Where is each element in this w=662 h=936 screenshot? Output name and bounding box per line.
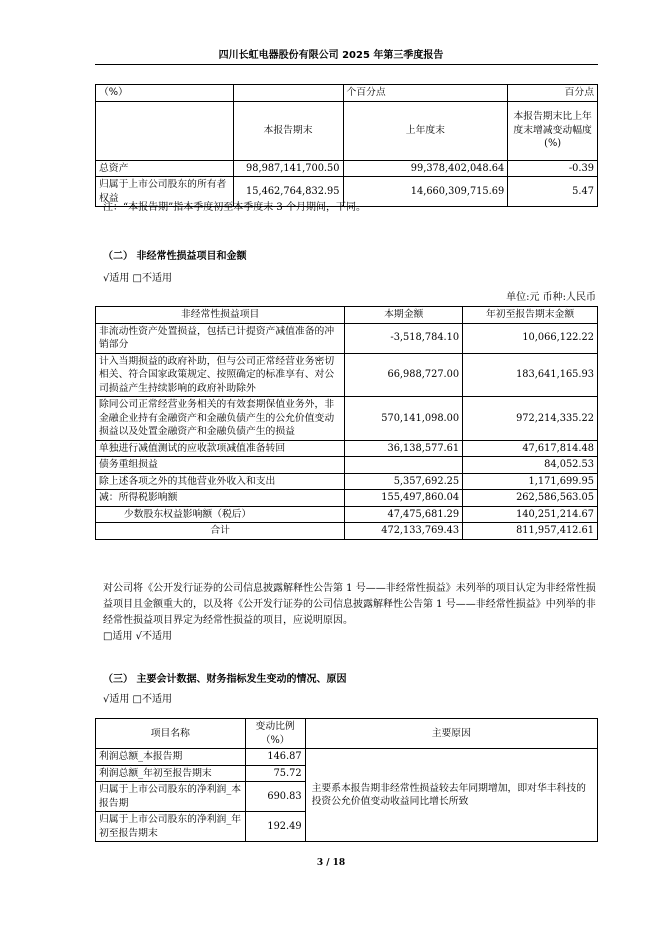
row-ytd: 183,641,165.93: [463, 353, 598, 397]
row-ratio: 192.49: [245, 812, 305, 842]
row-ytd: 811,957,412.61: [463, 523, 598, 540]
applicable-status-2: □适用 √不适用: [103, 631, 172, 642]
table-row: [96, 353, 598, 397]
table-header-row: [96, 719, 598, 749]
row-current: 15,462,764,832.95: [233, 177, 343, 207]
row-item: 计入当期损益的政府补助，但与公司正常经营业务密切相关、符合国家政策规定、按照确定的标准享有、对公司损益产生持续影响的政府补助除外: [96, 353, 345, 397]
table-row: [96, 85, 598, 102]
col-ytd: 年初至报告期末金额: [463, 307, 598, 324]
row-item: 少数股东权益影响额（税后）: [96, 506, 345, 523]
row-current: 66,988,727.00: [345, 353, 463, 397]
row-ytd: 972,214,335.22: [463, 397, 598, 441]
row-item: 合计: [96, 523, 345, 540]
table-header-row: [96, 101, 598, 160]
row-current: -3,518,784.10: [345, 323, 463, 353]
row-prior: 99,378,402,048.64: [343, 160, 508, 177]
row-ytd: 84,052.53: [463, 457, 598, 474]
table-row: [96, 457, 598, 474]
reason-cell: 主要系本报告期非经常性损益较去年同期增加，即对华丰科技的投资公允价值变动收益同比增长所致: [305, 749, 597, 842]
row-item: 归属于上市公司股东的净利润_本报告期: [96, 782, 246, 812]
row-label: 总资产: [96, 160, 234, 177]
row-item: 除同公司正常经营业务相关的有效套期保值业务外，非金融企业持有金融资产和金融负债产生的公允价值变动损益以及处置金融资产和金融负债产生的损益: [96, 397, 345, 441]
col-ratio: 变动比例（%）: [245, 719, 305, 749]
table-row: [96, 506, 598, 523]
row-item: 除上述各项之外的其他营业外收入和支出: [96, 473, 345, 490]
row-current: 47,475,681.29: [345, 506, 463, 523]
col-prior: 上年度末: [343, 101, 508, 160]
applicable-status: √适用 □不适用: [103, 694, 172, 705]
row-item: 利润总额_年初至报告期末: [96, 765, 246, 782]
balance-table: [95, 84, 598, 207]
row-current: 570,141,098.00: [345, 397, 463, 441]
row-item: 单独进行减值测试的应收款项减值准备转回: [96, 440, 345, 457]
row-ratio: 690.83: [245, 782, 305, 812]
table-row: [96, 323, 598, 353]
row-ytd: 10,066,122.22: [463, 323, 598, 353]
col-item: 项目名称: [96, 719, 246, 749]
note-text: 注：“本报告期”指本季度初至本季度末 3 个月期间，下同。: [103, 202, 366, 213]
table-row: [96, 397, 598, 441]
unit-left-cell: （%）: [96, 85, 234, 102]
table-row: [96, 749, 598, 766]
row-current: 472,133,769.43: [345, 523, 463, 540]
row-change: -0.39: [508, 160, 598, 177]
row-ratio: 146.87: [245, 749, 305, 766]
row-current: 36,138,577.61: [345, 440, 463, 457]
row-ytd: 262,586,563.05: [463, 490, 598, 507]
header-divider: [95, 64, 598, 65]
table-row: [96, 473, 598, 490]
row-change: 5.47: [508, 177, 598, 207]
row-label: 归属于上市公司股东的所有者权益: [96, 177, 234, 207]
row-current: 5,357,692.25: [345, 473, 463, 490]
col-current: 本期金额: [345, 307, 463, 324]
col-change: 本报告期末比上年度末增减变动幅度(%): [508, 101, 598, 160]
page-header: 四川长虹电器股份有限公司 2025 年第三季度报告: [218, 50, 444, 61]
col-current: 本报告期末: [233, 101, 343, 160]
section-title: （二） 非经常性损益项目和金额: [103, 251, 247, 262]
row-item: 减：所得税影响额: [96, 490, 345, 507]
page-number: 3 / 18: [316, 858, 346, 868]
col-reason: 主要原因: [305, 719, 597, 749]
unit-label: 单位:元 币种:人民币: [506, 292, 596, 303]
table-header-row: [96, 307, 598, 324]
blank-cell: [233, 85, 343, 102]
unit-right-cell: 百分点: [508, 85, 598, 102]
applicable-status: √适用 □不适用: [103, 273, 172, 284]
row-ratio: 75.72: [245, 765, 305, 782]
table-row: [96, 160, 598, 177]
col-item: 非经常性损益项目: [96, 307, 345, 324]
explanation-paragraph: 对公司将《公开发行证券的公司信息披露解释性公告第 1 号——非经常性损益》未列举的项目认定为非经常性损益项目且金额重大的，以及将《公开发行证券的公司信息披露解释性公告第 1 号——非经常性损益》中列举的非经常性损益项目界定为经常性损益的项目，应说明原因。: [103, 583, 596, 626]
row-current: [345, 457, 463, 474]
row-current: 98,987,141,700.50: [233, 160, 343, 177]
table-row: [96, 490, 598, 507]
row-item: 债务重组损益: [96, 457, 345, 474]
non-recurring-table: [95, 306, 598, 540]
row-item: 归属于上市公司股东的净利润_年初至报告期末: [96, 812, 246, 842]
row-item: 利润总额_本报告期: [96, 749, 246, 766]
section-title: （三） 主要会计数据、财务指标发生变动的情况、原因: [103, 674, 347, 685]
row-current: 155,497,860.04: [345, 490, 463, 507]
blank-cell: [96, 101, 234, 160]
row-ytd: 1,171,699.95: [463, 473, 598, 490]
row-ytd: 140,251,214.67: [463, 506, 598, 523]
unit-mid-cell: 个百分点: [343, 85, 508, 102]
table-row-total: [96, 523, 598, 540]
change-table: [95, 718, 598, 842]
row-item: 非流动性资产处置损益，包括已计提资产减值准备的冲销部分: [96, 323, 345, 353]
row-ytd: 47,617,814.48: [463, 440, 598, 457]
row-prior: 14,660,309,715.69: [343, 177, 508, 207]
table-row: [96, 440, 598, 457]
